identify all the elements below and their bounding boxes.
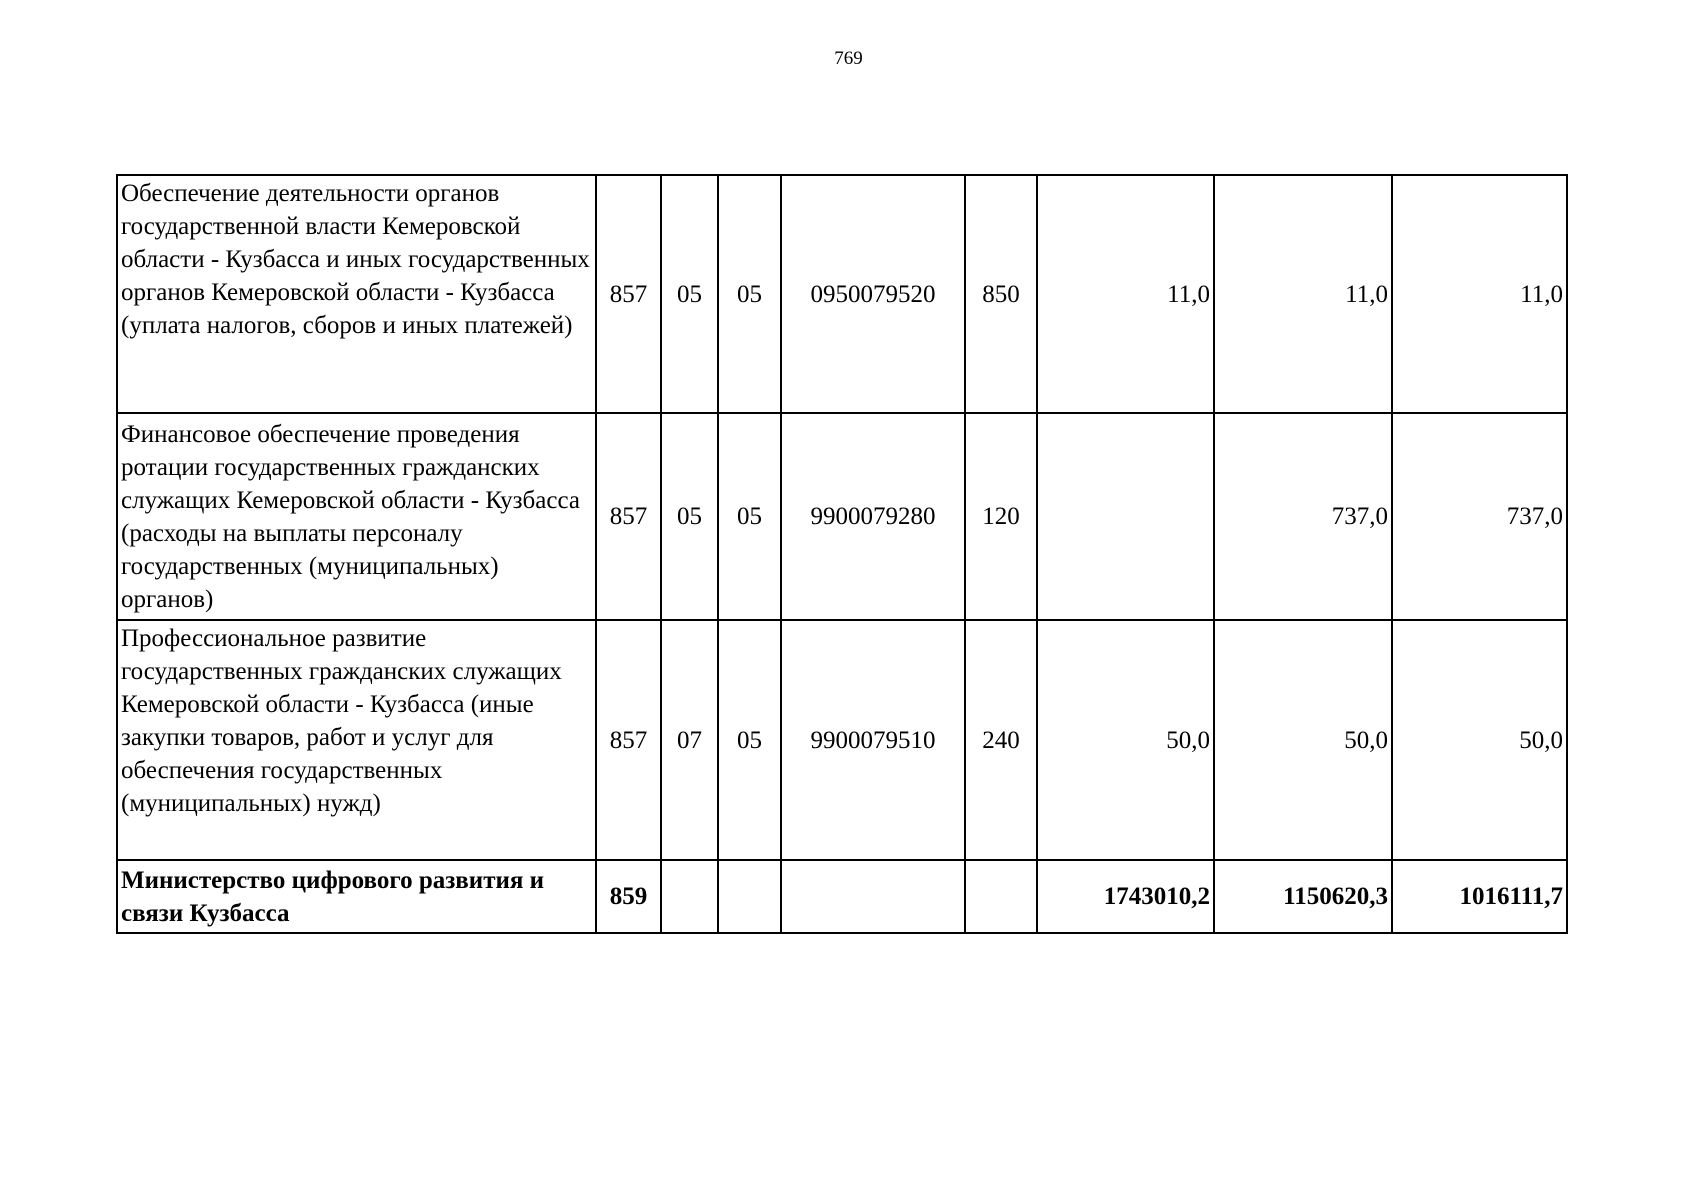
expense-name: Обеспечение деятельности органов государственной власти Кемеровской области - Кузбасса и иных государственных органов Кемеровской области - Кузбасса (уплата налогов, сборов и иных платежей) bbox=[117, 175, 596, 413]
table-row bbox=[117, 175, 1567, 413]
ministry-code: 857 bbox=[596, 175, 661, 413]
amount-year-1: 11,0 bbox=[1037, 175, 1214, 413]
amount-year-3: 50,0 bbox=[1392, 620, 1567, 860]
target-article-code bbox=[781, 860, 965, 933]
section-code: 07 bbox=[661, 620, 718, 860]
ministry-code: 857 bbox=[596, 620, 661, 860]
expense-type-code: 120 bbox=[965, 413, 1037, 620]
amount-year-1: 50,0 bbox=[1037, 620, 1214, 860]
target-article-code: 9900079280 bbox=[781, 413, 965, 620]
budget-table bbox=[116, 174, 1568, 934]
amount-year-2: 737,0 bbox=[1214, 413, 1392, 620]
subsection-code: 05 bbox=[718, 620, 781, 860]
table-row-total bbox=[117, 860, 1567, 933]
expense-name: Финансовое обеспечение проведения ротации государственных гражданских служащих Кемеровской области - Кузбасса (расходы на выплаты персоналу государственных (муниципальных) органов) bbox=[117, 413, 596, 620]
table-row bbox=[117, 620, 1567, 860]
page-number: 769 bbox=[834, 48, 863, 69]
section-code: 05 bbox=[661, 175, 718, 413]
amount-year-1 bbox=[1037, 413, 1214, 620]
amount-year-2: 11,0 bbox=[1214, 175, 1392, 413]
amount-year-2: 50,0 bbox=[1214, 620, 1392, 860]
amount-year-2: 1150620,3 bbox=[1214, 860, 1392, 933]
section-code: 05 bbox=[661, 413, 718, 620]
expense-name: Министерство цифрового развития и связи Кузбасса bbox=[117, 860, 596, 933]
expense-type-code bbox=[965, 860, 1037, 933]
ministry-code: 857 bbox=[596, 413, 661, 620]
ministry-code: 859 bbox=[596, 860, 661, 933]
amount-year-1: 1743010,2 bbox=[1037, 860, 1214, 933]
subsection-code bbox=[718, 860, 781, 933]
section-code bbox=[661, 860, 718, 933]
target-article-code: 9900079510 bbox=[781, 620, 965, 860]
target-article-code: 0950079520 bbox=[781, 175, 965, 413]
expense-type-code: 240 bbox=[965, 620, 1037, 860]
subsection-code: 05 bbox=[718, 175, 781, 413]
table-row bbox=[117, 413, 1567, 620]
expense-name: Профессиональное развитие государственных гражданских служащих Кемеровской области - Кузбасса (иные закупки товаров, работ и услуг для обеспечения государственных (муниципальных) нужд) bbox=[117, 620, 596, 860]
amount-year-3: 11,0 bbox=[1392, 175, 1567, 413]
subsection-code: 05 bbox=[718, 413, 781, 620]
amount-year-3: 1016111,7 bbox=[1392, 860, 1567, 933]
amount-year-3: 737,0 bbox=[1392, 413, 1567, 620]
expense-type-code: 850 bbox=[965, 175, 1037, 413]
